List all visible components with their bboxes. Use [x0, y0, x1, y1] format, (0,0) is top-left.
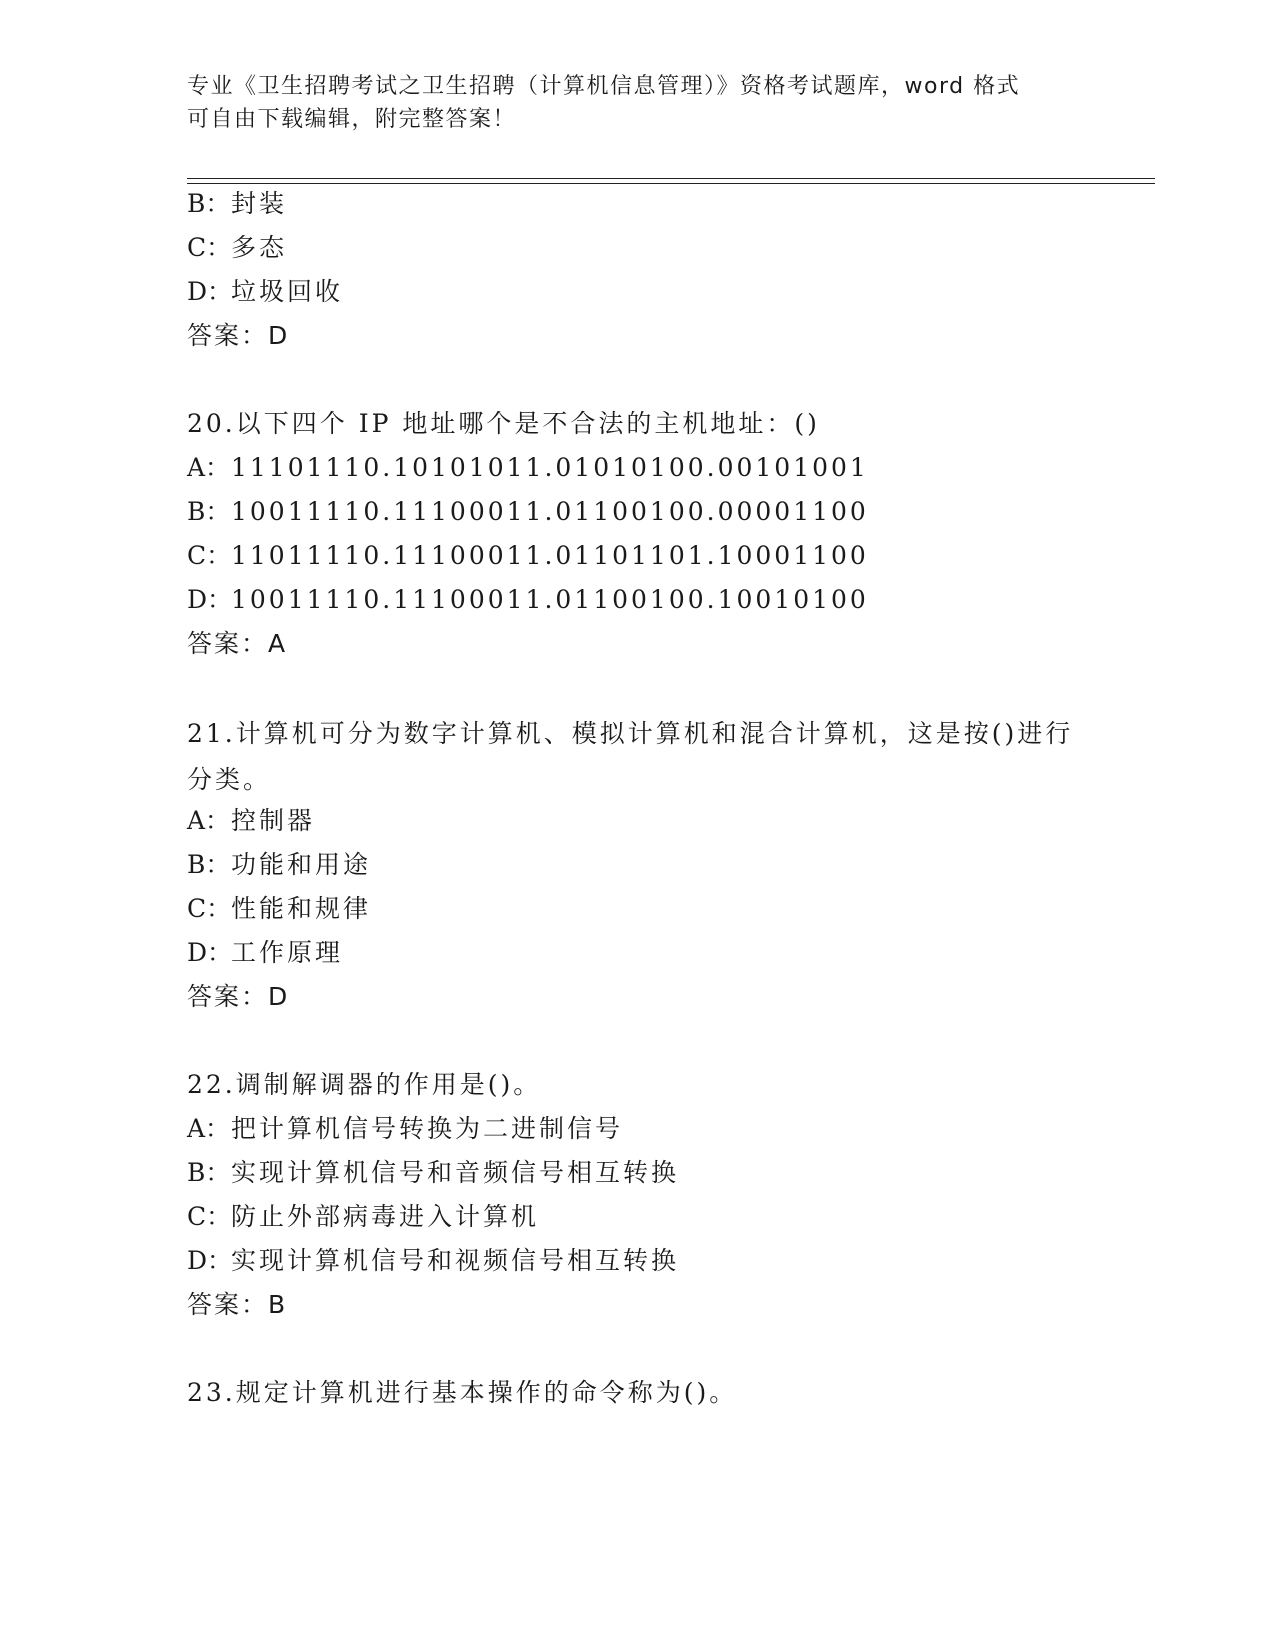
option-letter: D： [187, 585, 233, 614]
option-text: 实现计算机信号和音频信号相互转换 [231, 1158, 680, 1187]
q20-option-b [187, 496, 869, 528]
q19-option-c [187, 232, 287, 264]
option-letter: C： [187, 541, 232, 570]
option-letter: D： [187, 277, 233, 306]
q20-option-d [187, 584, 869, 616]
q22-option-a [187, 1113, 623, 1145]
option-text: 控制器 [231, 806, 316, 835]
q21-option-a [187, 805, 315, 837]
q21-option-d [187, 937, 343, 969]
option-text: 垃圾回收 [231, 277, 344, 306]
q20-question: 20.以下四个 IP 地址哪个是不合法的主机地址：() [187, 409, 820, 438]
header-divider-bottom [187, 183, 1155, 184]
option-letter: B： [187, 189, 231, 218]
option-letter: A： [187, 806, 231, 835]
option-text: 10011110.11100011.01100100.00001100 [231, 497, 869, 526]
option-letter: B： [187, 850, 231, 879]
option-letter: D： [187, 938, 233, 967]
q20-answer: 答案：A [187, 629, 288, 658]
document-header [187, 70, 1087, 136]
header-line-1: 专业《卫生招聘考试之卫生招聘（计算机信息管理）》资格考试题库，word 格式 [187, 74, 1021, 99]
option-text: 功能和用途 [231, 850, 372, 879]
option-text: 工作原理 [231, 938, 344, 967]
option-letter: C： [187, 1202, 232, 1231]
option-letter: C： [187, 233, 232, 262]
header-divider-top [187, 178, 1155, 179]
q19-answer: 答案：D [187, 321, 290, 350]
option-text: 封装 [231, 189, 288, 218]
q22-option-c [187, 1201, 539, 1233]
option-letter: D： [187, 1246, 233, 1275]
q21-option-c [187, 893, 371, 925]
option-text: 10011110.11100011.01100100.10010100 [231, 585, 869, 614]
q21-question: 21.计算机可分为数字计算机、模拟计算机和混合计算机，这是按()进行分类。 [187, 719, 1074, 794]
q20-option-a [187, 452, 869, 484]
option-letter: A： [187, 453, 231, 482]
option-text: 性能和规律 [231, 894, 372, 923]
q19-option-b [187, 188, 287, 220]
option-text: 多态 [231, 233, 288, 262]
q20-option-c [187, 540, 869, 572]
option-letter: C： [187, 894, 232, 923]
option-text: 把计算机信号转换为二进制信号 [231, 1114, 624, 1143]
header-line-2: 可自由下载编辑，附完整答案！ [187, 107, 517, 132]
q23-question: 23.规定计算机进行基本操作的命令称为()。 [187, 1378, 738, 1407]
q19-option-d [187, 276, 343, 308]
option-letter: B： [187, 497, 231, 526]
q21-option-b [187, 849, 371, 881]
option-text: 11101110.10101011.01010100.00101001 [231, 453, 869, 482]
q22-option-b [187, 1157, 679, 1189]
option-text: 实现计算机信号和视频信号相互转换 [231, 1246, 680, 1275]
q22-answer: 答案：B [187, 1290, 288, 1319]
q22-question: 22.调制解调器的作用是()。 [187, 1070, 542, 1099]
option-text: 11011110.11100011.01101101.10001100 [231, 541, 869, 570]
option-letter: B： [187, 1158, 231, 1187]
option-text: 防止外部病毒进入计算机 [231, 1202, 540, 1231]
q22-option-d [187, 1245, 679, 1277]
option-letter: A： [187, 1114, 231, 1143]
q21-answer: 答案：D [187, 982, 290, 1011]
